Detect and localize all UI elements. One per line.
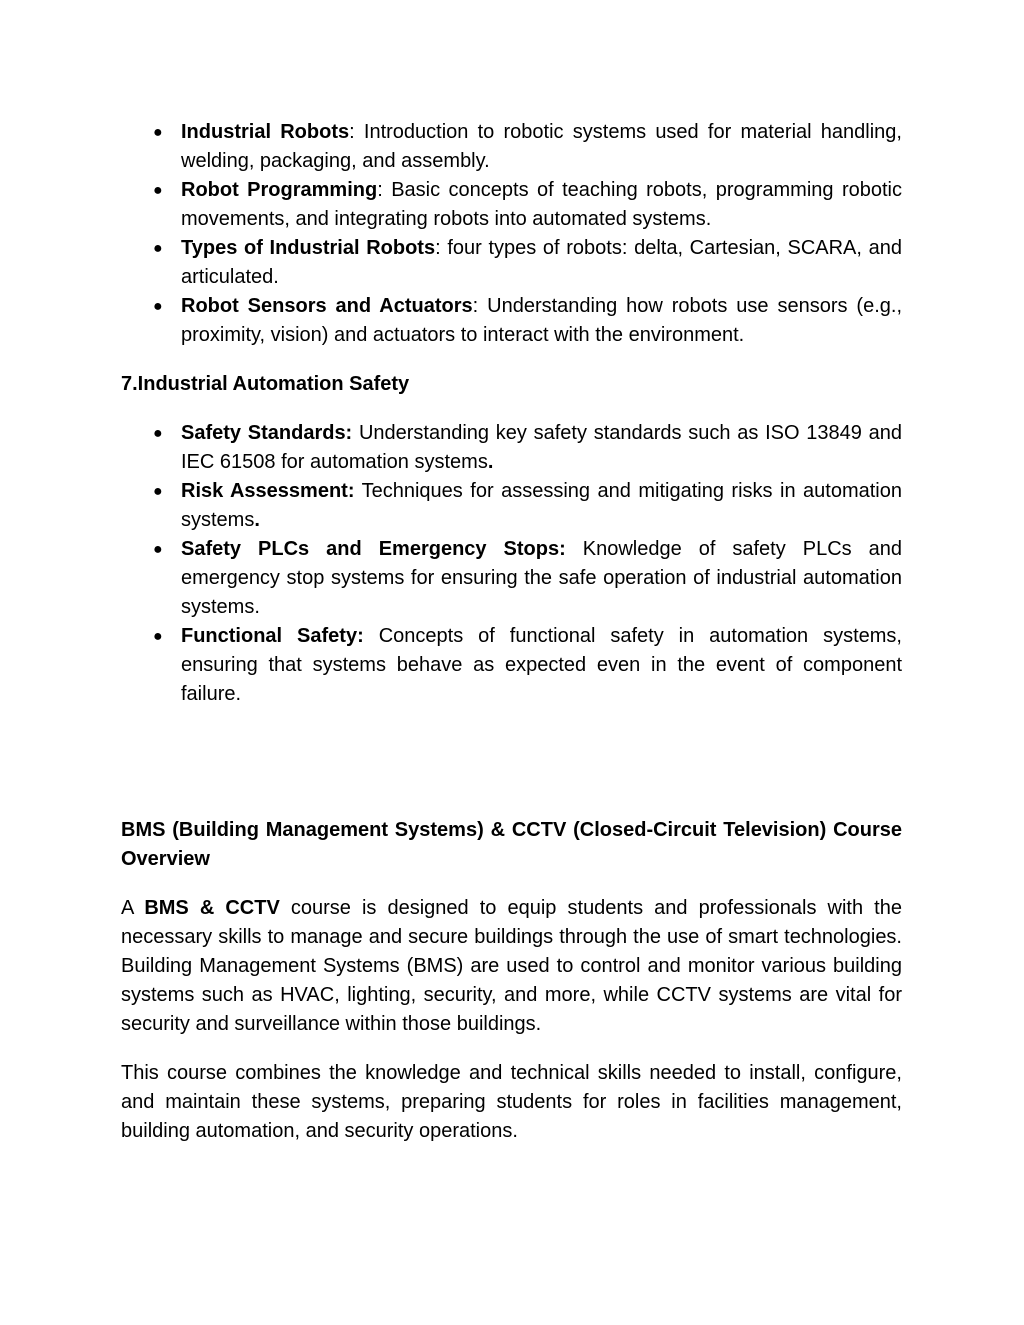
topic-description: Knowledge of safety PLCs and emergency stop systems for ensuring the safe operation of industrial automation systems. <box>181 538 903 618</box>
list-item <box>121 292 902 350</box>
bullet-icon: ● <box>153 124 163 141</box>
topic-term: Robot Sensors and Actuators <box>181 295 473 317</box>
spacer <box>121 874 902 894</box>
list-item <box>121 234 902 292</box>
course-overview-heading: BMS (Building Management Systems) & CCTV (Closed-Circuit Television) Course Overview <box>121 819 902 870</box>
sentence-end: . <box>254 509 260 531</box>
topic-term: Functional Safety: <box>181 625 364 647</box>
bullet-icon: ● <box>153 628 163 645</box>
spacer <box>121 709 902 816</box>
bullet-icon: ● <box>153 298 163 315</box>
list-item <box>121 176 902 234</box>
topic-term: Safety PLCs and Emergency Stops: <box>181 538 566 560</box>
topic-description: Introduction to robotic systems used for material handling, welding, packaging, and assembly. <box>181 121 902 172</box>
list-item <box>121 535 902 622</box>
topic-description: Understanding how robots use sensors (e.g., proximity, vision) and actuators to interact with the environment. <box>181 295 902 346</box>
topic-description: Understanding key safety standards such as ISO 13849 and IEC 61508 for automation systems <box>181 422 902 473</box>
robotics-topic-list <box>121 118 902 350</box>
spacer <box>121 350 902 370</box>
list-item <box>121 118 902 176</box>
term-separator: : <box>435 237 441 259</box>
bullet-icon: ● <box>153 541 163 558</box>
list-item <box>121 419 902 477</box>
document-page <box>121 118 902 1146</box>
bullet-icon: ● <box>153 240 163 257</box>
topic-term: Risk Assessment: <box>181 480 355 502</box>
paragraph-lead: A <box>121 897 145 919</box>
spacer <box>121 399 902 419</box>
paragraph-body: course is designed to equip students and professionals with the necessary skills to manage and secure buildings through the use of smart technologies. Building Management Systems (BMS) are used to control and monitor various building systems such as HVAC, lighting, security, and more, while CCTV systems are vital for security and surveillance within those buildings. <box>121 897 902 1035</box>
overview-paragraph <box>121 894 902 1039</box>
list-item <box>121 622 902 709</box>
bullet-icon: ● <box>153 425 163 442</box>
topic-term: Robot Programming <box>181 179 378 201</box>
topic-description: Concepts of functional safety in automation systems, ensuring that systems behave as expected even in the event of component failure. <box>181 625 902 705</box>
topic-description: Techniques for assessing and mitigating risks in automation systems <box>181 480 902 531</box>
topic-term: Types of Industrial Robots <box>181 237 436 259</box>
term-separator: : <box>349 121 355 143</box>
spacer <box>121 1039 902 1059</box>
list-item <box>121 477 902 535</box>
safety-topic-list <box>121 419 902 709</box>
bullet-icon: ● <box>153 182 163 199</box>
topic-term: Safety Standards: <box>181 422 353 444</box>
topic-description: four types of robots: delta, Cartesian, SCARA, and articulated. <box>181 237 902 288</box>
sentence-end: . <box>487 451 494 473</box>
topic-term: Industrial Robots <box>181 121 350 143</box>
overview-paragraph-2: This course combines the knowledge and technical skills needed to install, configure, and maintain these systems, preparing students for roles in facilities management, building automation, and security operations. <box>121 1062 902 1142</box>
term-separator: : <box>472 295 479 317</box>
section-heading: 7.Industrial Automation Safety <box>121 373 410 395</box>
course-name: BMS & CCTV <box>144 897 280 919</box>
term-separator: : <box>377 179 383 201</box>
bullet-icon: ● <box>153 483 163 500</box>
topic-description: Basic concepts of teaching robots, programming robotic movements, and integrating robots into automated systems. <box>181 179 902 230</box>
